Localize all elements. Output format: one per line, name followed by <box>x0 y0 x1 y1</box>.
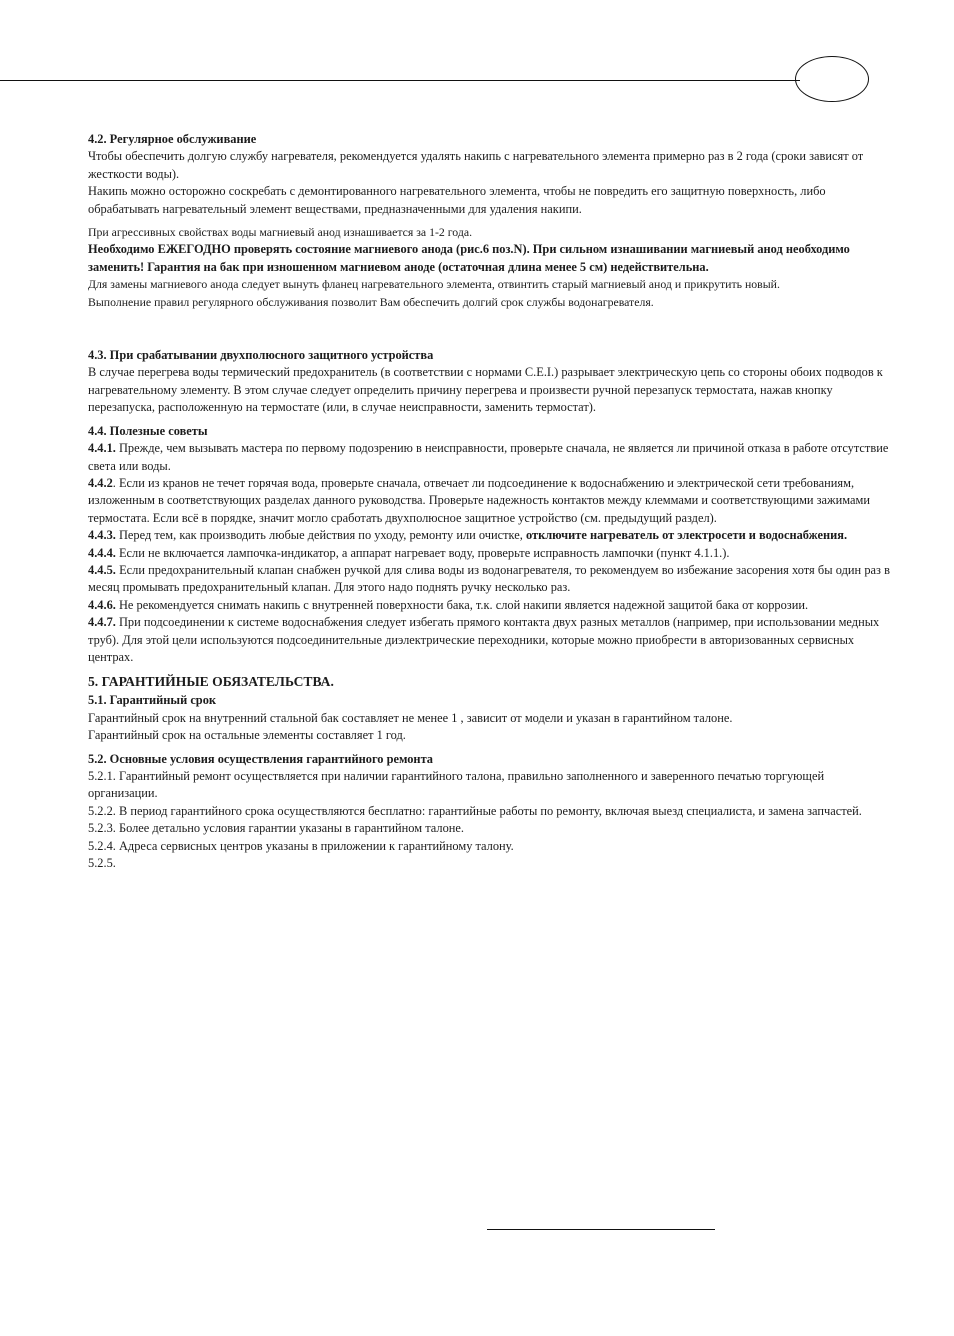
section-4-2-p3: При агрессивных свойствах воды магниевый анод изнашивается за 1-2 года. <box>88 225 473 240</box>
tip-4-4-3: 4.4.3. Перед тем, как производить любые действия по уходу, ремонту или очистке, отключите нагреватель от электросети и водоснабжения. <box>88 528 848 543</box>
section-4-2-title: 4.2. Регулярное обслуживание <box>88 132 257 146</box>
item-5-2-3: 5.2.3. Более детально условия гарантии указаны в гарантийном талоне. <box>88 821 464 836</box>
section-5-title: 5. ГАРАНТИЙНЫЕ ОБЯЗАТЕЛЬСТВА. <box>88 674 334 690</box>
item-5-2-4: 5.2.4. Адреса сервисных центров указаны в приложении к гарантийному талону. <box>88 838 514 853</box>
document-body <box>88 131 890 872</box>
header-rule <box>0 80 800 81</box>
section-4-2-p5: Для замены магниевого анода следует вынуть фланец нагревательного элемента, отвинтить старый магниевый анод и прикрутить новый. <box>88 277 780 292</box>
section-4-4-title: 4.4. Полезные советы <box>88 423 208 438</box>
section-4-3-title: 4.3. При срабатывании двухполюсного защитного устройства <box>88 348 434 363</box>
section-4-2-p2: Накипь можно осторожно соскребать с демонтированного нагревательного элемента, чтобы не повредить его защитную поверхность, либо обрабатывать нагревательный элемент веществами, предназначенными для удаления накипи. <box>88 184 826 216</box>
item-5-2-2: 5.2.2. В период гарантийного срока осуществляются бесплатно: гарантийные работы по ремонту, включая выезд специалиста, и замена запчастей. <box>88 803 862 818</box>
section-4-3-p1: В случае перегрева воды термический предохранитель (в соответствии с нормами С.Е.I.) разрывает электрическую цепь со стороны обоих подводов к нагревательному элементу. В этом случае следует определить причину перегрева и произвести ручной перезапуск термостата, нажав кнопку перезапуска, расположенную на термостате (или, в случае неисправности, заменить термостат). <box>88 365 883 415</box>
section-4-2-warning: Необходимо ЕЖЕГОДНО проверять состояние магниевого анода (рис.6 поз.N). При сильном изнашивании магниевый анод необходимо заменить! Гарантия на бак при изношенном магниевом аноде (остаточная длина менее 5 см) недействительна. <box>88 242 850 274</box>
footer-signature-rule <box>487 1229 715 1230</box>
section-4-2-p6: Выполнение правил регулярного обслуживания позволит Вам обеспечить долгий срок службы водонагревателя. <box>88 294 654 309</box>
section-5-1-p2: Гарантийный срок на остальные элементы составляет 1 год. <box>88 728 406 743</box>
section-5-1-title: 5.1. Гарантийный срок <box>88 693 217 708</box>
tip-4-4-1: 4.4.1. Прежде, чем вызывать мастера по первому подозрению в неисправности, проверьте сначала, не является ли причиной отказа в работе отсутствие света или воды. <box>88 441 889 473</box>
item-5-2-1: 5.2.1. Гарантийный ремонт осуществляется при наличии гарантийного талона, правильно заполненного и заверенного печатью торгующей организации. <box>88 769 825 801</box>
tip-4-4-6: 4.4.6. Не рекомендуется снимать накипь с внутренней поверхности бака, т.к. слой накипи является надежной защитой бака от коррозии. <box>88 597 809 612</box>
section-4-2-p1: Чтобы обеспечить долгую службу нагревателя, рекомендуется удалять накипь с нагревательного элемента примерно раз в 2 года (сроки зависят от жесткости воды). <box>88 149 864 181</box>
item-5-2-5: 5.2.5. <box>88 856 116 871</box>
tip-4-4-5: 4.4.5. Если предохранительный клапан снабжен ручкой для слива воды из водонагревателя, то рекомендуем во избежание засорения хотя бы один раз в месяц промывать предохранительный клапан. Для этого надо поднять ручку несколько раз. <box>88 562 890 595</box>
tip-4-4-2: 4.4.2. Если из кранов не течет горячая вода, проверьте сначала, отвечает ли подсоединение к водоснабжению и электрической сети требованиям, изложенным в соответствующих разделах данного руководства. Проверьте надежность контактов между клеммами и соответствующими зажимами термостата. Если всё в порядке, значит могло сработать двухполюсное защитное устройство (см. предыдущий раздел). <box>88 475 870 525</box>
page-number-oval <box>795 56 869 102</box>
section-5-1-p1: Гарантийный срок на внутренний стальной бак составляет не менее 1 , зависит от модели и указан в гарантийном талоне. <box>88 710 733 725</box>
tip-4-4-7: 4.4.7. При подсоединении к системе водоснабжения следует избегать прямого контакта двух разных металлов (например, при использовании медных труб). Для этой цели используются подсоединительные диэлектрические переходники, которые можно приобрести в авторизованных сервисных центрах. <box>88 615 880 664</box>
tip-4-4-4: 4.4.4. Если не включается лампочка-индикатор, а аппарат нагревает воду, проверьте исправность лампочки (пункт 4.1.1.). <box>88 545 730 560</box>
section-5-2-title: 5.2. Основные условия осуществления гарантийного ремонта <box>88 751 434 766</box>
